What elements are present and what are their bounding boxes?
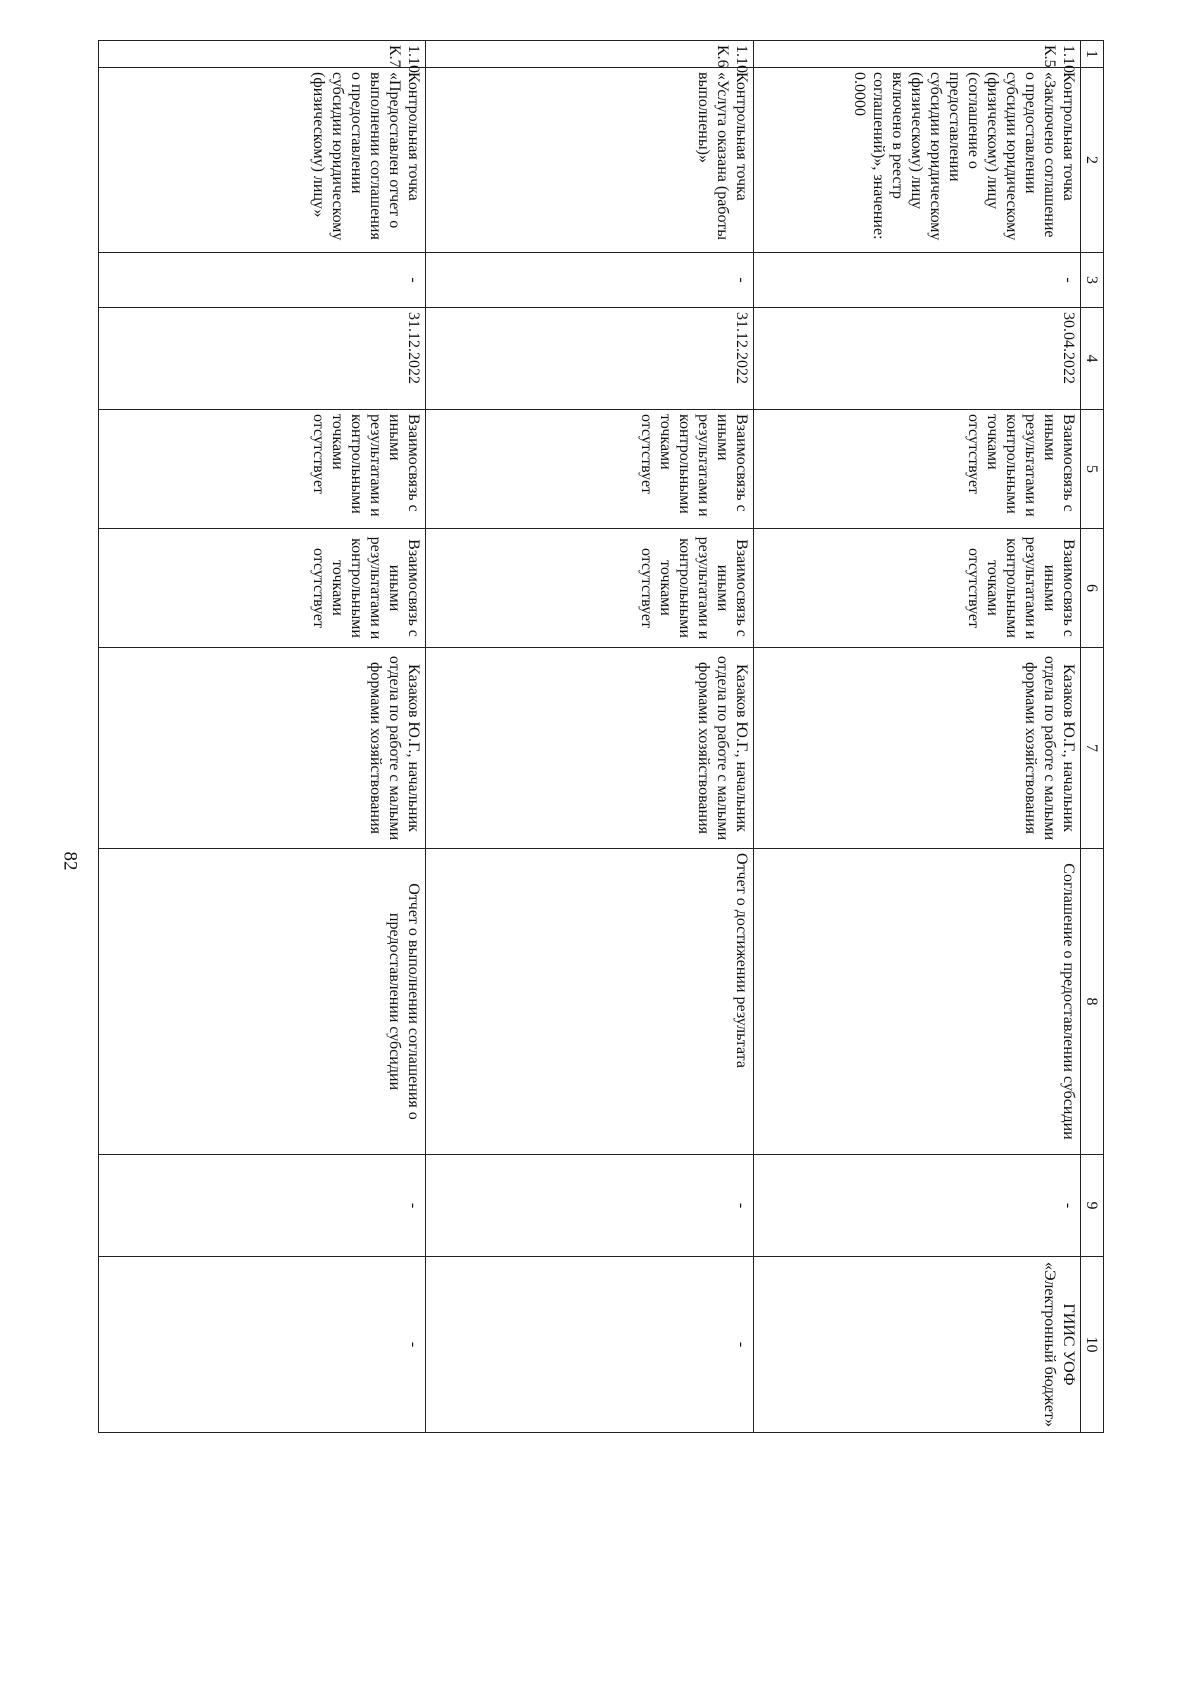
cell-col-9: - <box>99 1155 426 1257</box>
cell-relation-2: Взаимосвязь с иными результатами и контрольными точками отсутствует <box>753 529 1080 648</box>
cell-col-9: - <box>426 1155 753 1257</box>
header-col-1: 1 <box>1081 41 1104 68</box>
cell-info-system: - <box>426 1257 753 1433</box>
cell-col-9: - <box>753 1155 1080 1257</box>
header-col-9: 9 <box>1081 1155 1104 1257</box>
header-col-10: 10 <box>1081 1257 1104 1433</box>
control-points-table <box>98 40 1104 1433</box>
header-col-6: 6 <box>1081 529 1104 648</box>
cell-relation-1: Взаимосвязь с иными результатами и контрольными точками отсутствует <box>99 410 426 529</box>
cell-number: 1.10. К.6 <box>426 41 753 68</box>
header-col-2: 2 <box>1081 68 1104 253</box>
cell-document: Отчет о выполнении соглашения о предоставлении субсидии <box>99 849 426 1155</box>
cell-info-system: - <box>99 1257 426 1433</box>
cell-col-3: - <box>99 253 426 308</box>
cell-col-3: - <box>426 253 753 308</box>
cell-date: 30.04.2022 <box>753 308 1080 410</box>
cell-col-3: - <box>753 253 1080 308</box>
page-number: 82 <box>59 851 81 871</box>
header-col-3: 3 <box>1081 253 1104 308</box>
cell-relation-1: Взаимосвязь с иными результатами и контрольными точками отсутствует <box>753 410 1080 529</box>
cell-control-point: Контрольная точка «Заключено соглашение о предоставлении субсидии юридическому (физическому) лицу (соглашение о предоставлении субсидии юридическому (физическому) лицу включено в реестр соглашений)», значение: 0.0000 <box>753 68 1080 253</box>
cell-document: Отчет о достижении результата <box>426 849 753 1155</box>
header-col-4: 4 <box>1081 308 1104 410</box>
cell-responsible: Казаков Ю.Г., начальник отдела по работе с малыми формами хозяйствования <box>99 648 426 849</box>
cell-responsible: Казаков Ю.Г., начальник отдела по работе с малыми формами хозяйствования <box>753 648 1080 849</box>
table-row <box>426 41 753 1433</box>
control-points-table-wrapper <box>98 40 1104 1432</box>
cell-date: 31.12.2022 <box>426 308 753 410</box>
cell-responsible: Казаков Ю.Г., начальник отдела по работе с малыми формами хозяйствования <box>426 648 753 849</box>
cell-control-point: Контрольная точка «Предоставлен отчет о выполнении соглашения о предоставлении субсидии юридическому (физическому) лицу» <box>99 68 426 253</box>
header-col-8: 8 <box>1081 849 1104 1155</box>
table-row <box>753 41 1080 1433</box>
cell-number: 1.10. К.7 <box>99 41 426 68</box>
header-row <box>1081 41 1104 1433</box>
cell-relation-2: Взаимосвязь с иными результатами и контрольными точками отсутствует <box>99 529 426 648</box>
cell-number: 1.10. К.5 <box>753 41 1080 68</box>
cell-document: Соглашение о предоставлении субсидии <box>753 849 1080 1155</box>
cell-date: 31.12.2022 <box>99 308 426 410</box>
cell-relation-2: Взаимосвязь с иными результатами и контрольными точками отсутствует <box>426 529 753 648</box>
cell-info-system: ГИИС УОФ «Электронный бюджет» <box>753 1257 1080 1433</box>
cell-control-point: Контрольная точка «Услуга оказана (работы выполнены)» <box>426 68 753 253</box>
cell-relation-1: Взаимосвязь с иными результатами и контрольными точками отсутствует <box>426 410 753 529</box>
table-row <box>99 41 426 1433</box>
header-col-7: 7 <box>1081 648 1104 849</box>
header-col-5: 5 <box>1081 410 1104 529</box>
